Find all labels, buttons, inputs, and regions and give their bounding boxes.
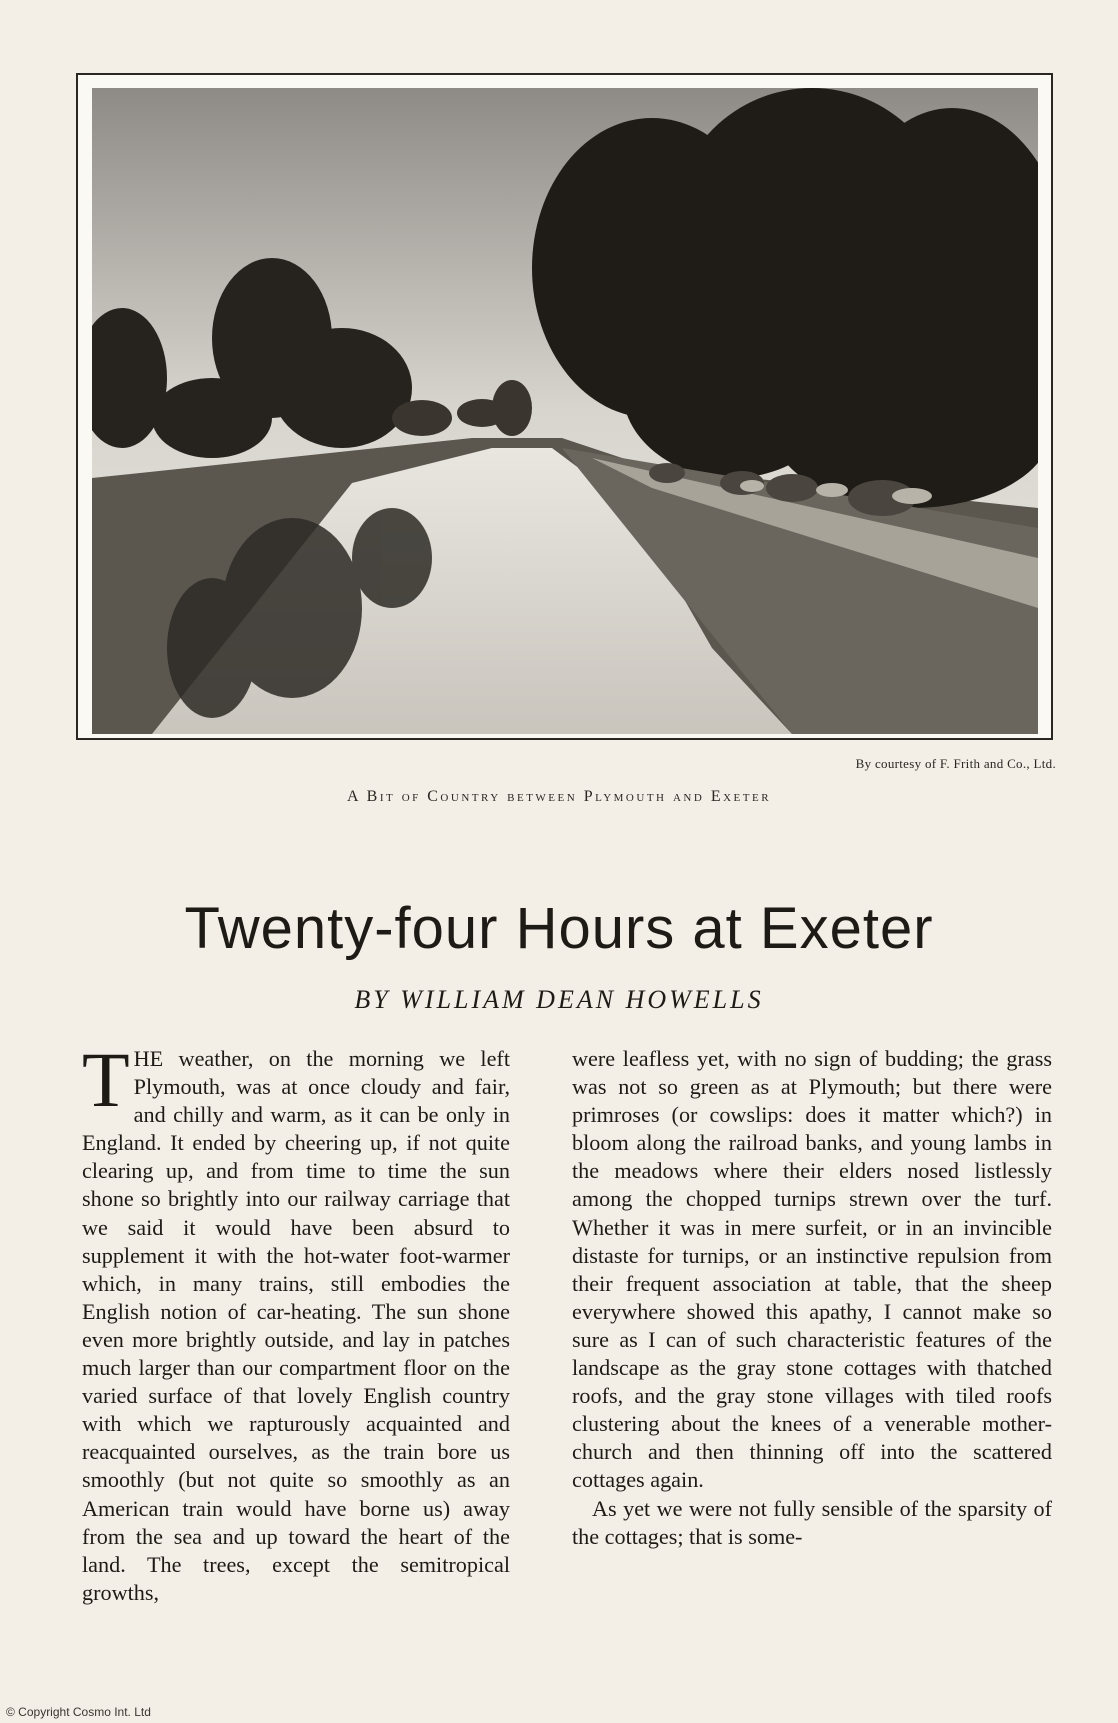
column-right xyxy=(572,1045,1052,1551)
landscape-photo xyxy=(92,88,1038,734)
paragraph-3: As yet we were not fully sensible of the sparsity of the cottages; that is some- xyxy=(572,1495,1052,1549)
paragraph-2: were leafless yet, with no sign of budding; the grass was not so green as at Plymouth; but there were primroses (or cowslips: does it matter which?) in bloom along the railroad banks, and young lambs in the meadows where their elders nosed listlessly among the chopped turnips strewn over the turf. Whether it was in mere surfeit, or in an invincible distaste for turnips, or an instinctive repulsion from their frequent association at table, that the sheep everywhere showed this apathy, I cannot make so sure as I can of such characteristic features of the landscape as the gray stone cottages with thatched roofs, and the gray stone villages with tiled roofs clustering about the knees of a venerable mother-church and then thinning off into the scattered cottages again. xyxy=(572,1046,1052,1493)
paragraph-1 xyxy=(82,1036,510,1607)
copyright-watermark: © Copyright Cosmo Int. Ltd xyxy=(6,1705,151,1719)
article-title: Twenty-four Hours at Exeter xyxy=(184,896,934,961)
photo-caption: A Bit of Country between Plymouth and Exeter xyxy=(346,788,772,805)
paragraph-1-text: HE weather, on the morning we left Plymouth, was at once cloudy and fair, and chilly and warm, as it can be only in England. It ended by cheering up, if not quite clearing up, and from time to time the sun shone so brightly into our railway carriage that we said it would have been absurd to supplement it with the hot-water foot-warmer which, in many trains, still embodies the English notion of car-heating. The sun shone even more brightly outside, and lay in patches much larger than our compartment floor on the varied surface of that lovely English country with which we rapturously acquainted and reacquainted ourselves, as the train bore us smoothly (but not quite so smoothly as an American train would have borne us) away from the sea and up toward the heart of the land. The trees, except the semitropical growths, xyxy=(82,1046,510,1605)
article-byline: BY WILLIAM DEAN HOWELLS xyxy=(354,985,764,1014)
column-left xyxy=(82,1036,510,1607)
drop-cap: T xyxy=(82,1036,130,1123)
photo-credit: By courtesy of F. Frith and Co., Ltd. xyxy=(855,756,1056,771)
